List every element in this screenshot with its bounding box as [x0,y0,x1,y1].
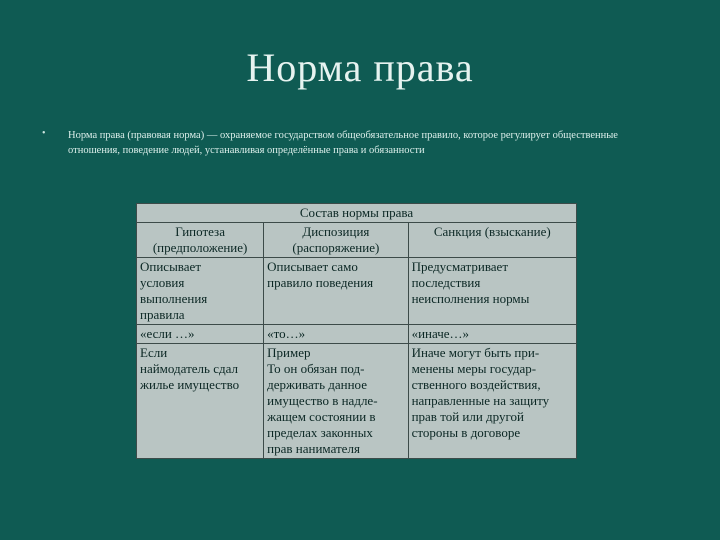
hypothesis-example: Если наймодатель сдал жилье имущество [137,344,264,459]
column-header-disposition: Диспозиция (распоряжение) [264,223,408,258]
column-header-hypothesis: Гипотеза (предположение) [137,223,264,258]
table-header-text: Состав нормы права [299,205,414,220]
sanction-example: Иначе могут быть при- менены меры государ- ственного воздействия, направленные на защиту прав той или другой стороны в договоре [408,344,576,459]
disposition-formula: «то…» [264,325,408,344]
sanction-description: Предусматривает последствия неисполнения нормы [408,258,576,325]
hypothesis-description: Описывает условия выполнения правила [137,258,264,325]
disposition-description: Описывает само правило поведения [264,258,408,325]
hypothesis-formula: «если …» [137,325,264,344]
description-row [137,258,577,325]
table-header-cell [137,204,577,223]
column-headers-row [137,223,577,258]
disposition-example: Пример То он обязан под- держивать данное имущество в надле- жащем состоянии в пределах законных прав нанимателя [264,344,408,459]
table-header-row [137,204,577,223]
example-row [137,344,577,459]
sanction-formula: «иначе…» [408,325,576,344]
column-header-sanction: Санкция (взыскание) [408,223,576,258]
norm-structure-table [136,203,577,459]
formula-row [137,325,577,344]
slide-title: Норма права [246,45,474,90]
bullet-marker: • [42,128,46,139]
definition-text: Норма права (правовая норма) — охраняемое государством общеобязательное правило, которое регулирует общественные отношения, поведение людей, устанавливая определённые права и обязанности [68,130,618,156]
